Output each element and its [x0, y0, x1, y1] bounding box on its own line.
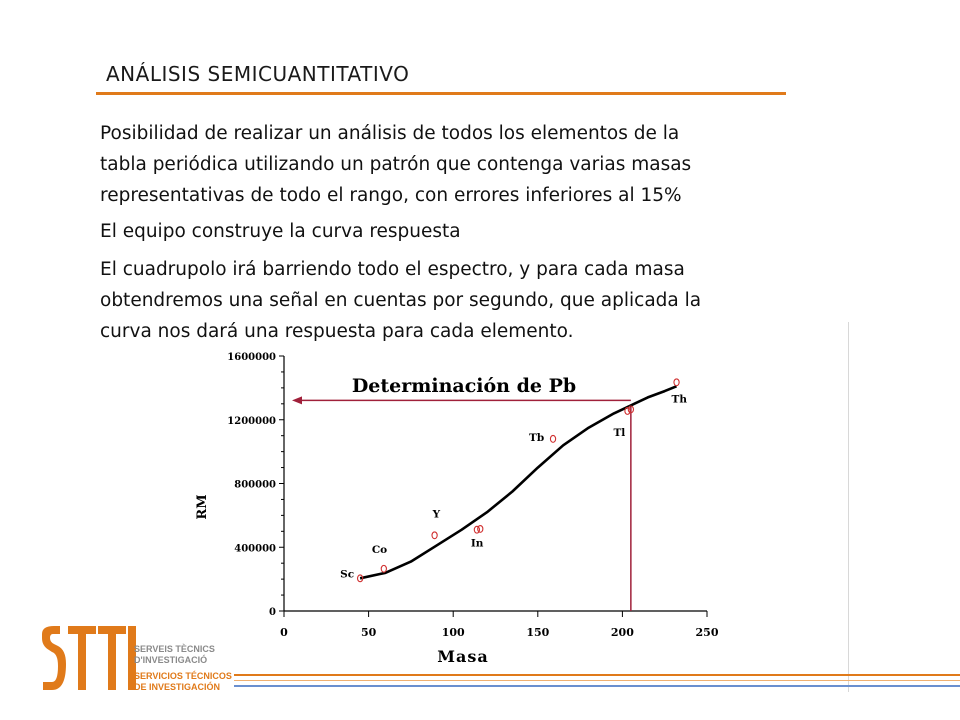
paragraph-line: representativas de todo el rango, con errores inferiores al 15%	[100, 185, 682, 206]
paragraph-line: obtendremos una señal en cuentas por segundo, que aplicada la	[100, 290, 702, 311]
data-point-marker	[478, 526, 483, 533]
logo-line: D'INVESTIGACIÓ	[134, 655, 208, 665]
data-point-label: In	[470, 537, 484, 550]
y-tick-label: 400000	[234, 543, 276, 555]
x-tick-label: 150	[526, 626, 550, 639]
data-point-label: Tl	[613, 426, 626, 439]
chart-title: Determinación de Pb	[351, 375, 577, 397]
data-point-marker	[625, 408, 630, 415]
y-tick-label: 1600000	[227, 352, 276, 363]
x-tick-label: 0	[280, 626, 288, 639]
data-point-marker	[550, 435, 555, 442]
x-tick-label: 50	[360, 626, 377, 639]
x-axis-label: Masa	[437, 647, 489, 666]
data-point-label: Y	[432, 508, 441, 521]
stti-logo	[40, 624, 140, 696]
data-point-marker	[381, 565, 386, 572]
paragraph-line: curva nos dará una respuesta para cada elemento.	[100, 321, 574, 342]
data-point-marker	[432, 532, 437, 539]
data-point-label: Co	[371, 543, 388, 556]
logo-caption-spanish	[134, 671, 232, 693]
response-curve	[360, 386, 676, 578]
paragraph-line: Posibilidad de realizar un análisis de todos los elementos de la	[100, 123, 680, 144]
footer-rule-orange	[234, 674, 960, 676]
x-tick-label: 250	[695, 626, 719, 639]
data-point-label: Sc	[340, 568, 355, 581]
y-tick-label: 1200000	[227, 415, 276, 427]
logo-line: DE INVESTIGACIÓN	[134, 682, 221, 692]
paragraph-line: El cuadrupolo irá barriendo todo el espectro, y para cada masa	[100, 259, 685, 280]
logo-line: SERVICIOS TÉCNICOS	[134, 671, 232, 681]
page-title: ANÁLISIS SEMICUANTITATIVO	[106, 62, 410, 86]
arrow-head	[292, 396, 302, 404]
logo-caption-catalan	[134, 644, 215, 666]
x-tick-label: 100	[441, 626, 465, 639]
data-point-label: Tb	[529, 431, 545, 444]
paragraph-line: tabla periódica utilizando un patrón que contenga varias masas	[100, 154, 692, 175]
y-tick-label: 800000	[234, 479, 276, 491]
x-tick-label: 200	[610, 626, 634, 639]
footer-rule-blue	[234, 685, 960, 687]
data-point-label: Th	[671, 393, 687, 406]
y-tick-label: 0	[269, 607, 276, 618]
logo-line: SERVEIS TÈCNICS	[134, 644, 215, 654]
y-axis-label: RM	[195, 494, 210, 520]
paragraph-line: El equipo construye la curva respuesta	[100, 221, 461, 242]
footer-rule-light	[234, 680, 960, 681]
data-point-marker	[674, 379, 679, 386]
